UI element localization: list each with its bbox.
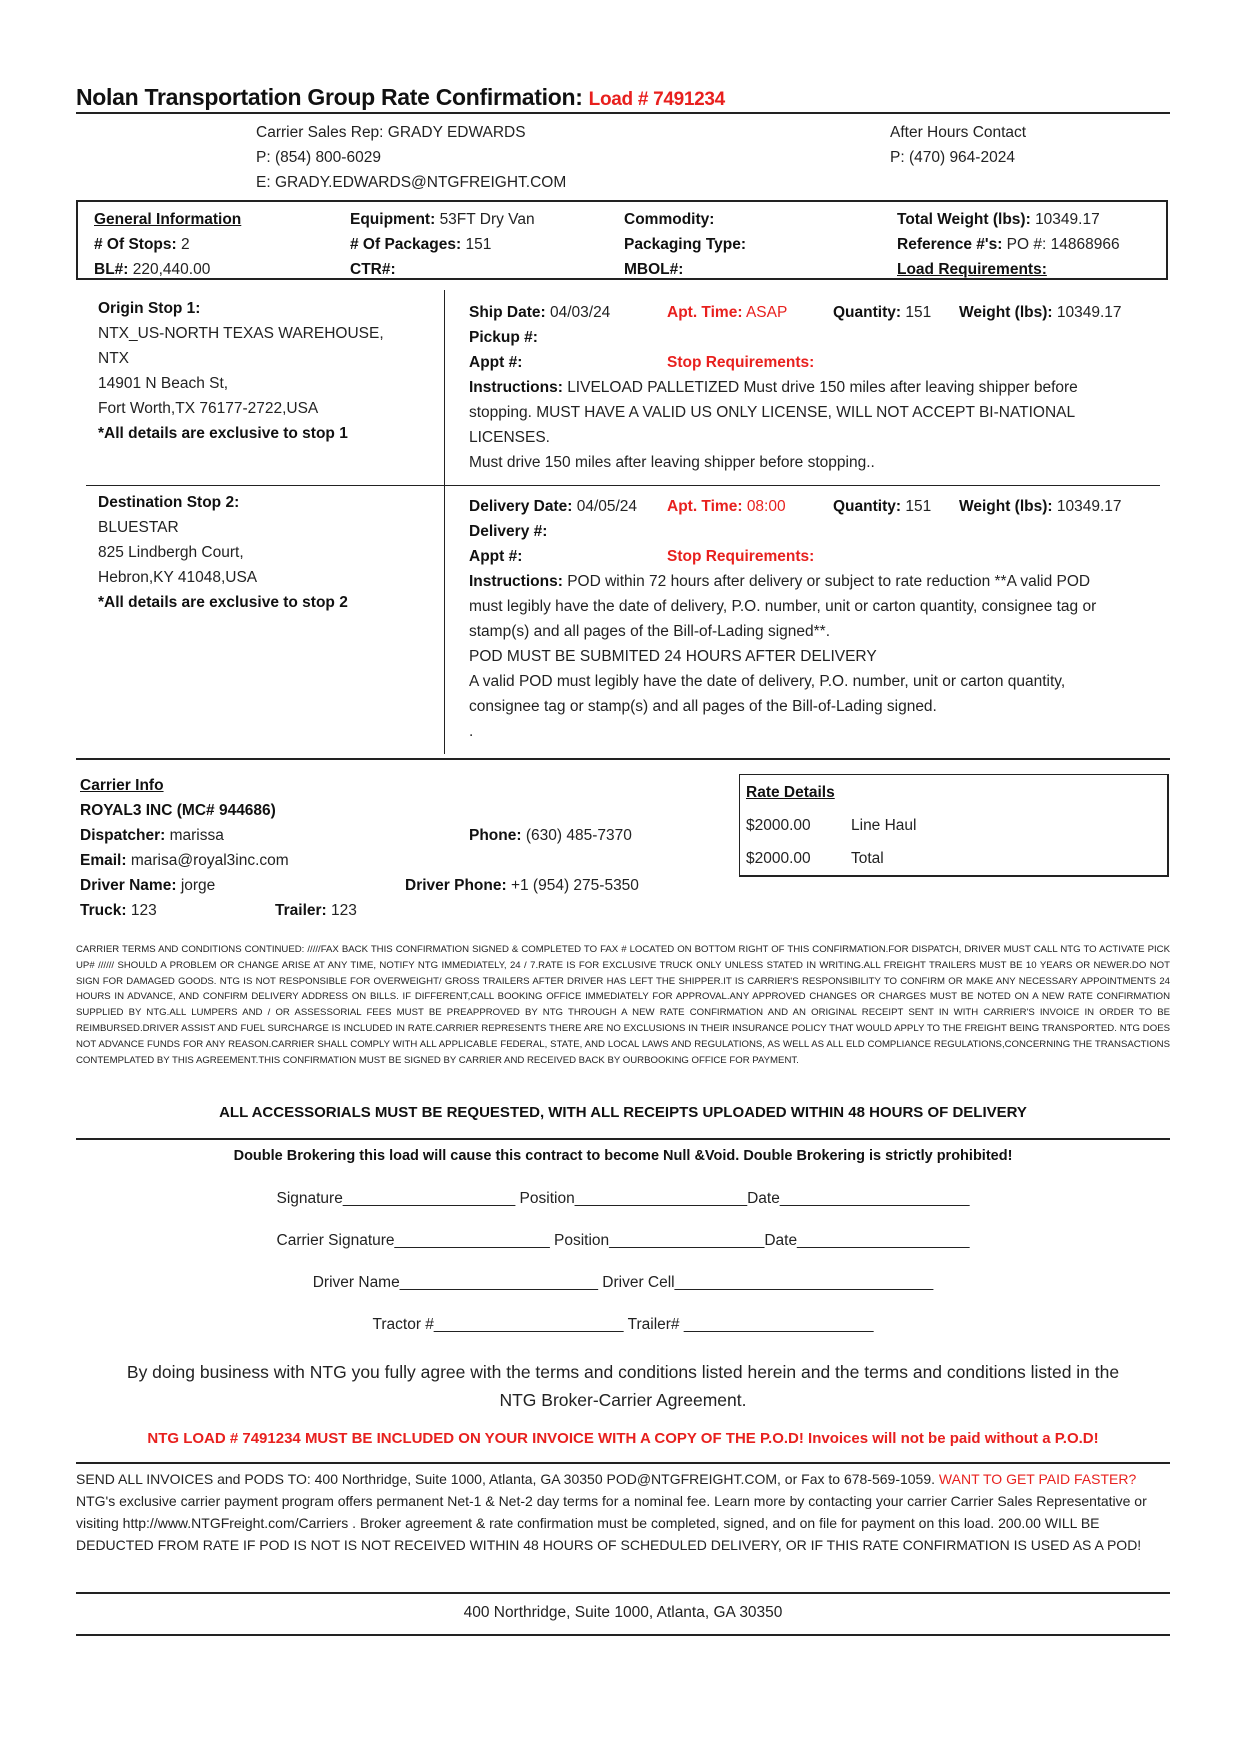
rate-box-right [1167, 774, 1169, 877]
carrier-signature-line: Carrier Signature__________________ Position__________________Date____________________ [276, 1232, 970, 1249]
origin-heading: Origin Stop 1: [98, 300, 201, 317]
load-requirements: Load Requirements: [897, 261, 1047, 278]
carrier-email: Email: marisa@royal3inc.com [80, 852, 289, 869]
rate-box-left [739, 774, 740, 875]
origin-appt-number: Appt #: [469, 354, 523, 371]
equipment: Equipment: 53FT Dry Van [350, 211, 535, 228]
reference-numbers: Reference #'s: PO #: 14868966 [897, 236, 1120, 253]
delivery-date: Delivery Date: 04/05/24 [469, 498, 638, 515]
driver-line: Driver Name_______________________ Driver Cell______________________________ [312, 1274, 934, 1291]
after-hours-label: After Hours Contact [890, 124, 1027, 141]
footer-address: 400 Northridge, Suite 1000, Atlanta, GA 30350 [463, 1604, 783, 1621]
footer-rule [76, 1634, 1170, 1636]
ship-date: Ship Date: 04/03/24 [469, 304, 611, 321]
sales-rep-email: E: GRADY.EDWARDS@NTGFREIGHT.COM [256, 174, 567, 191]
truck-number: Truck: 123 [80, 902, 157, 919]
rate-row-desc: Line Haul [851, 817, 917, 834]
driver-phone: Driver Phone: +1 (954) 275-5350 [405, 877, 639, 894]
destination-heading: Destination Stop 2: [98, 494, 240, 511]
carrier-name: ROYAL3 INC (MC# 944686) [80, 802, 276, 819]
destination-appt-number: Appt #: [469, 548, 523, 565]
agreement-statement: By doing business with NTG you fully agree with the terms and conditions listed herein and the terms and conditions listed in the NTG Broker-Carrier Agreement. [126, 1362, 1120, 1410]
destination-stop-address [98, 490, 438, 615]
origin-stop-requirements: Stop Requirements: [667, 354, 815, 371]
origin-apt-time: Apt. Time: ASAP [667, 304, 788, 321]
page-title [76, 84, 725, 111]
trailer-number: Trailer: 123 [275, 902, 357, 919]
double-brokering-notice: Double Brokering this load will cause this contract to become Null &Void. Double Brokering is strictly prohibited! [233, 1148, 1013, 1164]
total-weight: Total Weight (lbs): 10349.17 [897, 211, 1100, 228]
origin-line: 14901 N Beach St, [98, 375, 229, 392]
mbol-number: MBOL#: [624, 261, 684, 278]
rate-row-amount: $2000.00 [746, 850, 811, 867]
send-invoices-info: SEND ALL INVOICES and PODS TO: 400 Northridge, Suite 1000, Atlanta, GA 30350 POD@NTGFREIGHT.COM, or Fax to 678-569-1059. WANT TO GET PAID FASTER? NTG's exclusive carrier payment program offers permanent Net-1 & Net-2 day terms for a nominal fee. Learn more by contacting your carrier Carrier Sales Representative or visiting http://www.NTGFreight.com/Carriers . Broker agreement & rate confirmation must be completed, signed, and on file for payment on this load. 200.00 WILL BE DEDUCTED FROM RATE IF POD IS NOT IS NOT RECEIVED WITHIN 48 HOURS OF SCHEDULED DELIVERY, OR IF THIS RATE CONFIRMATION IS USED AS A POD! [76, 1471, 1147, 1553]
dispatcher: Dispatcher: marissa [80, 827, 224, 844]
origin-line: NTX [98, 350, 129, 367]
origin-quantity: Quantity: 151 [833, 304, 932, 321]
destination-line: BLUESTAR [98, 519, 179, 536]
carrier-phone: Phone: (630) 485-7370 [469, 827, 632, 844]
accessorials-rule [76, 1138, 1170, 1140]
origin-exclusive-note: *All details are exclusive to stop 1 [98, 425, 348, 442]
origin-weight: Weight (lbs): 10349.17 [959, 304, 1122, 321]
sales-rep: Carrier Sales Rep: GRADY EDWARDS [256, 124, 526, 141]
after-hours-phone: P: (470) 964-2024 [890, 149, 1015, 166]
destination-exclusive-note: *All details are exclusive to stop 2 [98, 594, 348, 611]
destination-apt-time: Apt. Time: 08:00 [667, 498, 786, 515]
stops-count: # Of Stops: 2 [94, 236, 190, 253]
driver-name: Driver Name: jorge [80, 877, 216, 894]
origin-line: Fort Worth,TX 76177-2722,USA [98, 400, 319, 417]
stops-divider [444, 290, 445, 754]
stop-separator [86, 485, 1160, 486]
load-number: Load # 7491234 [588, 89, 725, 110]
origin-instructions: Instructions: LIVELOAD PALLETIZED Must drive 150 miles after leaving shipper before stopping. MUST HAVE A VALID US ONLY LICENSE, WILL NOT ACCEPT BI-NATIONAL LICENSES. Must drive 150 miles after leaving shipper before stopping.. [469, 379, 1078, 471]
accessorials-notice: ALL ACCESSORIALS MUST BE REQUESTED, WITH ALL RECEIPTS UPLOADED WITHIN 48 HOURS OF DELIVERY [219, 1104, 1027, 1121]
signature-line: Signature____________________ Position____________________Date______________________ [276, 1190, 970, 1207]
rate-box-top [739, 774, 1168, 775]
commodity: Commodity: [624, 211, 715, 228]
ctr-number: CTR#: [350, 261, 396, 278]
delivery-number: Delivery #: [469, 523, 548, 540]
packaging-type: Packaging Type: [624, 236, 747, 253]
packages-count: # Of Packages: 151 [350, 236, 492, 253]
title-text: Nolan Transportation Group Rate Confirmation: [76, 84, 583, 110]
destination-weight: Weight (lbs): 10349.17 [959, 498, 1122, 515]
origin-stop-address [98, 296, 438, 446]
title-rule [76, 112, 1170, 114]
stops-bottom-rule [76, 758, 1170, 760]
bl-number: BL#: 220,440.00 [94, 261, 211, 278]
rate-box-bottom [739, 875, 1169, 877]
destination-line: 825 Lindbergh Court, [98, 544, 244, 561]
carrier-info-heading: Carrier Info [80, 777, 164, 794]
destination-line: Hebron,KY 41048,USA [98, 569, 258, 586]
tractor-trailer-line: Tractor #______________________ Trailer# ______________________ [372, 1316, 874, 1333]
pickup-number: Pickup #: [469, 329, 538, 346]
send-rule [76, 1592, 1170, 1594]
origin-line: NTX_US-NORTH TEXAS WAREHOUSE, [98, 325, 384, 342]
rate-row-amount: $2000.00 [746, 817, 811, 834]
destination-stop-requirements: Stop Requirements: [667, 548, 815, 565]
rate-row-desc: Total [851, 850, 884, 867]
destination-quantity: Quantity: 151 [833, 498, 932, 515]
invoice-notice: NTG LOAD # 7491234 MUST BE INCLUDED ON YOUR INVOICE WITH A COPY OF THE P.O.D! Invoices will not be paid without a P.O.D! [147, 1430, 1099, 1447]
invoice-rule [76, 1462, 1170, 1464]
destination-instructions: Instructions: POD within 72 hours after delivery or subject to rate reduction **A valid POD must legibly have the date of delivery, P.O. number, unit or carton quantity, consignee tag or stamp(s) and all pages of the Bill-of-Lading signed**. POD MUST BE SUBMITED 24 HOURS AFTER DELIVERY A valid POD must legibly have the date of delivery, P.O. number, unit or carton quantity, consignee tag or stamp(s) and all pages of the Bill-of-Lading signed. . [469, 573, 1097, 740]
terms-and-conditions: CARRIER TERMS AND CONDITIONS CONTINUED: /////FAX BACK THIS CONFIRMATION SIGNED & COMPLETED TO FAX # LOCATED ON BOTTOM RIGHT OF THIS CONFIRMATION.FOR DISPATCH, DRIVER MUST CALL NTG TO ACTIVATE PICK UP# ////// SHOULD A PROBLEM OR CHANGE ARISE AT ANY TIME, NOTIFY NTG IMMEDIATELY, 24 / 7.RATE IS FOR EXCLUSIVE TRUCK ONLY UNLESS STATED IN WRITING.ALL FREIGHT TRAILERS MUST BE 10 YEARS OR NEWER.DO NOT SIGN FOR DAMAGED GOODS. NTG IS NOT RESPONSIBLE FOR OVERWEIGHT/ GROSS TRAILERS AFTER DRIVER HAS LEFT THE SHIPPER.IT IS CARRIER'S RESPONSIBILITY TO CONFIRM OR MAKE ANY NECESSARY APPOINTMENTS 24 HOURS IN ADVANCE, AND CONFIRM DELIVERY ADDRESS ON BILLS. IF DIFFERENT,CALL BOOKING OFFICE IMMEDIATELY FOR APPROVAL.ANY APPROVED CHANGES OR CHARGES MUST BE NOTED ON A NEW RATE CONFIRMATION SUPPLIED BY NTG.ALL LUMPERS AND / OR ASSESSORIAL FEES MUST BE PREAPPROVED BY NTG THROUGH A NEW RATE CONFIRMATION AND AN ORIGINAL RECEIPT SENT IN WITH CARRIER'S INVOICE IN ORDER TO BE REIMBURSED.DRIVER ASSIST AND FUEL SURCHARGE IS INCLUDED IN RATE.CARRIER REPRESENTS THERE ARE NO EXCLUSIONS IN THEIR INSURANCE POLICY THAT WOULD APPLY TO THE FREIGHT BEING TRANSPORTED. NTG DOES NOT ADVANCE FUNDS FOR ANY REASON.CARRIER SHALL COMPLY WITH ALL APPLICABLE FEDERAL, STATE, AND LOCAL LAWS AND REGULATIONS, AS WELL AS ALL ELD COMPLIANCE REGULATIONS,CONCERNING THE TRANSACTIONS CONTEMPLATED BY THIS AGREEMENT.THIS CONFIRMATION MUST BE SIGNED BY CARRIER AND RECEIVED BACK BY OURBOOKING OFFICE FOR PAYMENT. [76, 944, 1170, 1066]
get-paid-faster: WANT TO GET PAID FASTER? [938, 1471, 1137, 1487]
sales-rep-phone: P: (854) 800-6029 [256, 149, 381, 166]
rate-details-heading: Rate Details [746, 784, 835, 801]
general-info-heading: General Information [94, 211, 242, 228]
